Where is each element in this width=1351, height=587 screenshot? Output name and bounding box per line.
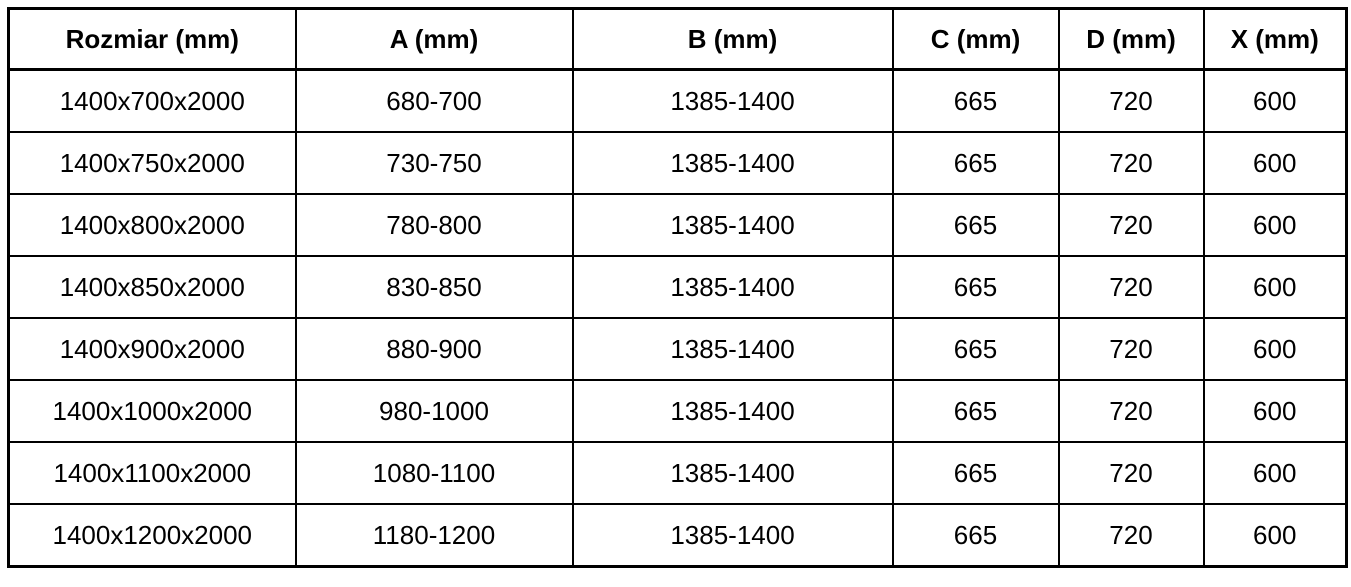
table-cell: 1400x850x2000 [9,256,296,318]
table-cell: 600 [1204,380,1347,442]
table-row [9,256,1347,318]
table-cell: 665 [893,504,1059,567]
column-header-x: X (mm) [1204,9,1347,70]
table-cell: 980-1000 [296,380,573,442]
table-cell: 1400x750x2000 [9,132,296,194]
table-cell: 665 [893,380,1059,442]
table-row [9,132,1347,194]
table-cell: 1385-1400 [573,194,893,256]
table-cell: 1385-1400 [573,70,893,133]
table-cell: 600 [1204,132,1347,194]
table-row [9,442,1347,504]
table-cell: 680-700 [296,70,573,133]
table-cell: 600 [1204,504,1347,567]
table-row [9,194,1347,256]
table-cell: 1400x1000x2000 [9,380,296,442]
table-cell: 1385-1400 [573,132,893,194]
table-cell: 1400x1100x2000 [9,442,296,504]
table-cell: 880-900 [296,318,573,380]
table-cell: 1400x800x2000 [9,194,296,256]
table-row [9,504,1347,567]
table-cell: 720 [1059,380,1204,442]
table-cell: 730-750 [296,132,573,194]
table-cell: 665 [893,256,1059,318]
table-cell: 780-800 [296,194,573,256]
table-cell: 1400x900x2000 [9,318,296,380]
table-cell: 665 [893,318,1059,380]
table-cell: 665 [893,132,1059,194]
table-cell: 720 [1059,70,1204,133]
column-header-a: A (mm) [296,9,573,70]
table-cell: 665 [893,442,1059,504]
table-cell: 665 [893,70,1059,133]
table-cell: 600 [1204,256,1347,318]
table-cell: 1385-1400 [573,380,893,442]
table-cell: 1385-1400 [573,256,893,318]
column-header-rozmiar: Rozmiar (mm) [9,9,296,70]
column-header-d: D (mm) [1059,9,1204,70]
table-cell: 720 [1059,318,1204,380]
table-cell: 600 [1204,442,1347,504]
table-cell: 720 [1059,194,1204,256]
table-cell: 1400x700x2000 [9,70,296,133]
table-cell: 1385-1400 [573,504,893,567]
table-cell: 1385-1400 [573,318,893,380]
table-row [9,380,1347,442]
table-cell: 600 [1204,70,1347,133]
table-cell: 720 [1059,442,1204,504]
table-cell: 600 [1204,318,1347,380]
table-body [9,70,1347,567]
table-cell: 1385-1400 [573,442,893,504]
column-header-b: B (mm) [573,9,893,70]
table-cell: 720 [1059,256,1204,318]
table-cell: 1080-1100 [296,442,573,504]
table-cell: 830-850 [296,256,573,318]
table-cell: 665 [893,194,1059,256]
table-cell: 1400x1200x2000 [9,504,296,567]
table-cell: 1180-1200 [296,504,573,567]
table-cell: 600 [1204,194,1347,256]
column-header-c: C (mm) [893,9,1059,70]
table-row [9,318,1347,380]
table-row [9,70,1347,133]
table-cell: 720 [1059,132,1204,194]
header-row [9,9,1347,70]
dimensions-table [7,7,1348,568]
table-cell: 720 [1059,504,1204,567]
